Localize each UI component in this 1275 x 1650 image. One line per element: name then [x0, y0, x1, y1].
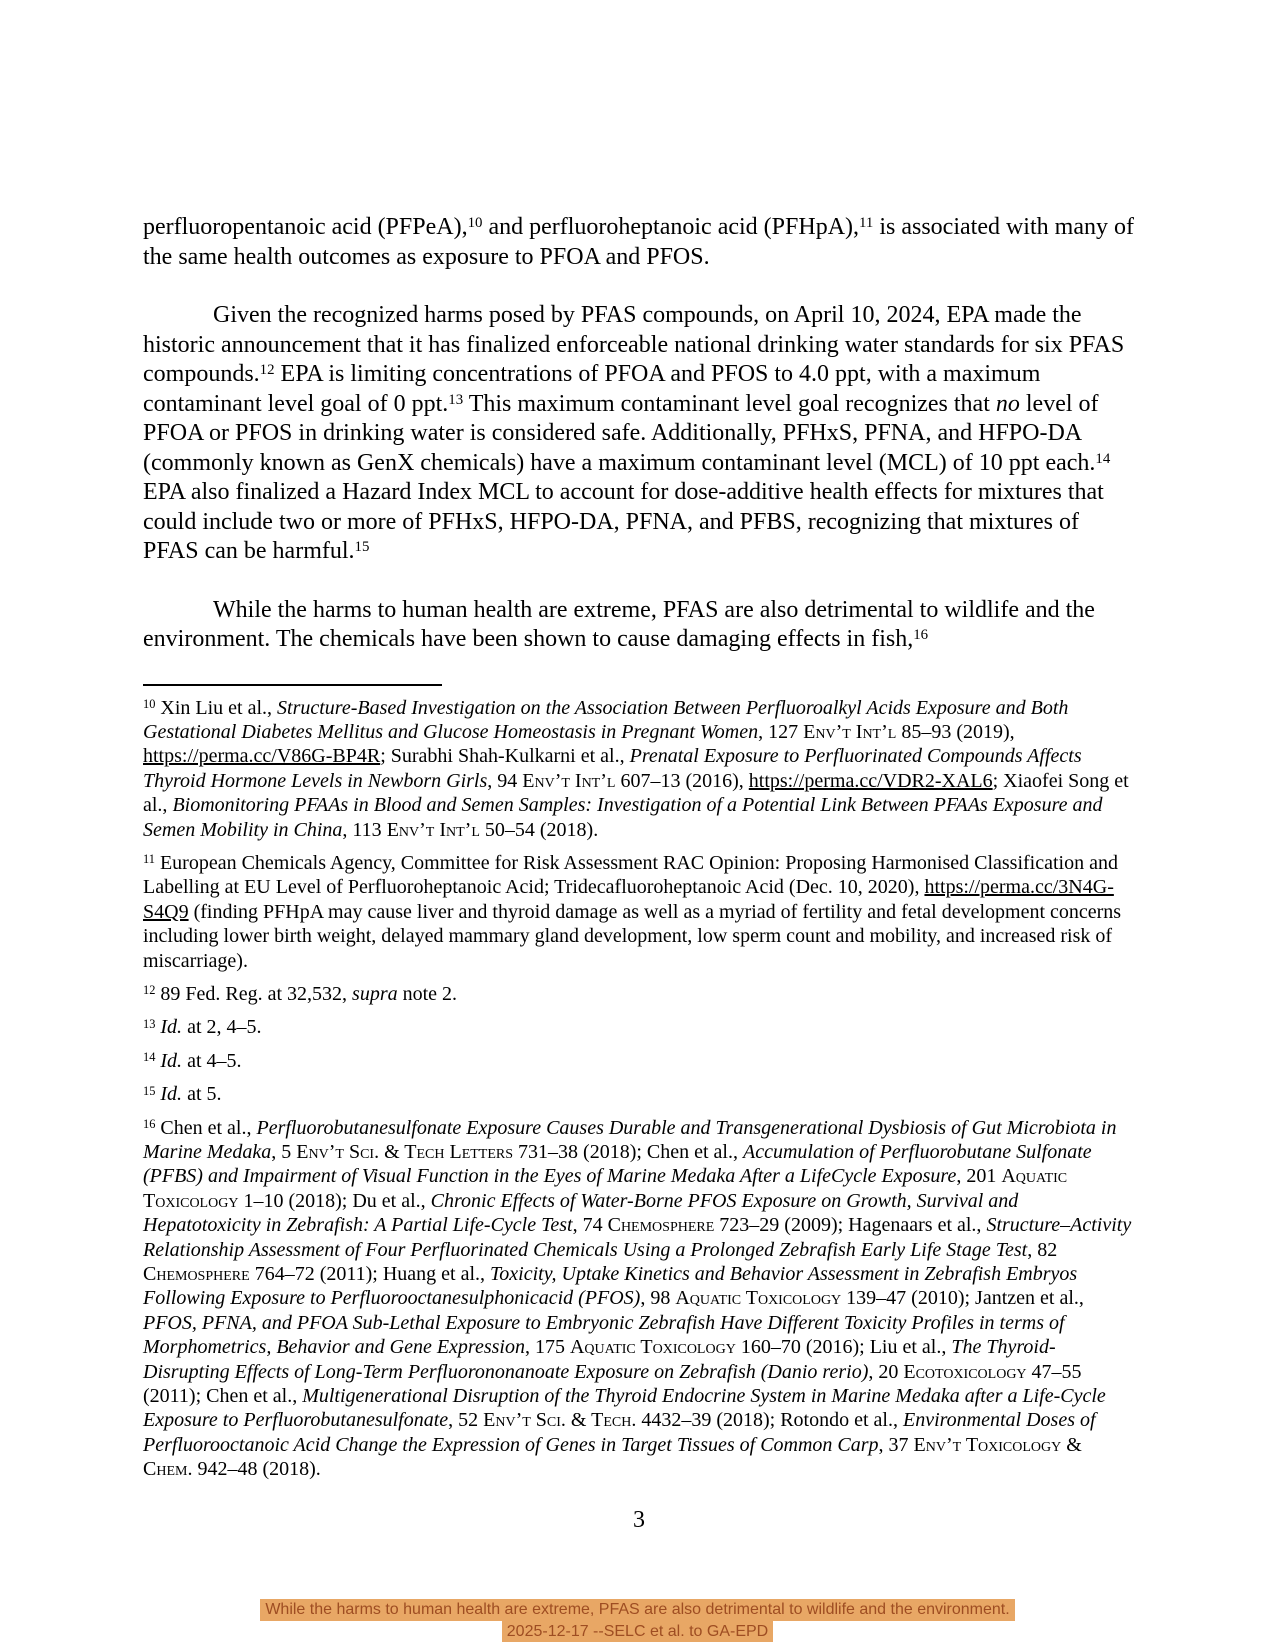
text-run: , 20: [868, 1360, 904, 1383]
text-run: 607–13 (2016),: [615, 769, 749, 792]
text-run: Aquatic Toxicology: [675, 1287, 842, 1310]
perma-link[interactable]: 11: [859, 215, 874, 232]
text-run: Env’t Toxicology & Chem.: [143, 1433, 1082, 1481]
text-run: Chronic Effects of Water-Borne PFOS Exposure on Growth, Survival and Hepatotoxicity in Zebrafish: A Partial Life-Cycle Test: [143, 1189, 1019, 1237]
text-run: ; Xiaofei Song et al.,: [143, 769, 1129, 817]
text-run: , 113: [342, 818, 387, 841]
text-run: Perfluorobutanesulfonate Exposure Causes Durable and Transgenerational Dysbiosis of Gut Microbiota in Marine Medaka: [143, 1116, 1117, 1163]
text-run: 85–93 (2019),: [896, 720, 1015, 743]
text-run: The Thyroid-Disrupting Effects of Long-Term Perfluorononanoate Exposure on Zebrafish (Danio rerio): [143, 1336, 1056, 1383]
text-run: Chen et al.,: [160, 1116, 257, 1139]
footnote-number: 15: [143, 1083, 156, 1098]
text-run: Structure-Based Investigation on the Association Between Perfluoroalkyl Acids Exposure and Both Gestational Diabetes Mellitus and Glucose Homeostasis in Pregnant Women: [143, 696, 1069, 743]
text-run: Env’t Int’l: [386, 818, 480, 841]
body-paragraph-1: [143, 213, 1135, 272]
footnote-number: 13: [143, 1016, 156, 1031]
text-run: and perfluoroheptanoic acid (PFHpA),: [482, 214, 860, 240]
annotation-overlay: [0, 1599, 1275, 1642]
text-run: level of PFOA or PFOS in drinking water is considered safe. Additionally, PFHxS, PFNA, and HFPO-DA (commonly known as GenX chemicals) have a maximum contaminant level (MCL) of 10 ppt each.: [143, 390, 1099, 476]
footnote-11: [143, 851, 1135, 973]
text-run: Chemosphere: [143, 1263, 250, 1286]
text-run: EPA is limiting concentrations of PFOA and PFOS to 4.0 ppt, with a maximum contaminant level goal of 0 ppt.: [143, 361, 1041, 417]
text-run: 47–55 (2011); Chen et al.,: [143, 1360, 1082, 1408]
text-run: , 82: [1027, 1238, 1058, 1261]
text-run: , 37: [878, 1433, 914, 1456]
footnote-10: [143, 696, 1135, 842]
text-run: 942–48 (2018).: [192, 1458, 321, 1481]
text-run: 89 Fed. Reg. at 32,532,: [160, 982, 353, 1005]
text-run: Xin Liu et al.,: [160, 696, 278, 719]
footnote-13: [143, 1015, 1135, 1039]
text-run: Id.: [160, 1016, 183, 1039]
footnote-12: [143, 982, 1135, 1006]
text-run: note 2.: [397, 982, 458, 1005]
footnote-number: 10: [143, 696, 156, 711]
perma-link[interactable]: https://perma.cc/3N4G-S4Q9: [143, 876, 1114, 923]
text-run: at 4–5.: [182, 1049, 242, 1072]
text-run: , 201: [956, 1165, 1002, 1188]
document-content: [143, 213, 1135, 1491]
text-run: Env’t Int’l: [522, 769, 616, 792]
footnote-separator: [143, 684, 442, 686]
footnote-15: [143, 1082, 1135, 1106]
text-run: Structure–Activity Relationship Assessment of Four Perfluorinated Chemicals Using a Prolonged Zebrafish Early Life Stage Test: [143, 1214, 1132, 1261]
text-run: Chemosphere: [607, 1214, 715, 1237]
text-run: at 5.: [182, 1083, 222, 1106]
text-run: PFOS, PFNA, and PFOA Sub-Lethal Exposure to Embryonic Zebrafish Have Different Toxicity Profiles in terms of Morphometrics, Behavior and Gene Expression: [143, 1311, 1065, 1359]
text-run: Env’t Int’l: [803, 720, 897, 743]
footnote-number: 11: [143, 852, 155, 867]
text-run: Id.: [160, 1049, 183, 1072]
body-paragraphs: [143, 213, 1135, 655]
text-run: Id.: [160, 1083, 183, 1106]
annotation-line-1: While the harms to human health are extreme, PFAS are also detrimental to wildlife and the environment.: [260, 1599, 1014, 1621]
text-run: perfluoropentanoic acid (PFPeA),: [143, 214, 468, 240]
perma-link[interactable]: 15: [354, 539, 370, 556]
perma-link[interactable]: https://perma.cc/V86G-BP4R: [143, 745, 381, 768]
text-run: 764–72 (2011); Huang et al.,: [249, 1263, 491, 1286]
text-run: is associated with many of the same health outcomes as exposure to PFOA and PFOS.: [143, 214, 1134, 270]
text-run: Multigenerational Disruption of the Thyroid Endocrine System in Marine Medaka after a Life-Cycle Exposure to Perfluorobutanesulfonate: [143, 1385, 1106, 1432]
perma-link[interactable]: 13: [448, 391, 464, 408]
text-run: Env’t Sci. & Tech Letters: [296, 1141, 514, 1163]
body-paragraph-2: [143, 301, 1135, 567]
text-run: Env’t Sci. & Tech.: [483, 1409, 637, 1432]
text-run: 160–70 (2016); Liu et al.,: [735, 1336, 952, 1359]
text-run: , 94: [487, 769, 523, 792]
text-run: Environmental Doses of Perfluorooctanoic Acid Change the Expression of Genes in Target Tissues of Common Carp: [143, 1409, 1096, 1456]
perma-link[interactable]: 16: [913, 627, 929, 644]
text-run: , 175: [524, 1336, 570, 1359]
text-run: Given the recognized harms posed by PFAS compounds, on April 10, 2024, EPA made the historic announcement that it has finalized enforceable national drinking water standards for six PFAS compounds.: [143, 302, 1125, 387]
footnote-number: 12: [143, 983, 156, 998]
text-run: , 52: [448, 1409, 484, 1432]
page-number: 3: [633, 1507, 645, 1533]
text-run: 723–29 (2009); Hagenaars et al.,: [714, 1214, 987, 1237]
text-run: at 2, 4–5.: [182, 1016, 262, 1039]
text-run: (finding PFHpA may cause liver and thyroid damage as well as a myriad of fertility and fetal development concerns including lower birth weight, delayed mammary gland development, low sperm count and mobility, and increased risk of miscarriage).: [143, 900, 1122, 972]
perma-link[interactable]: 10: [467, 215, 483, 232]
text-run: 1–10 (2018); Du et al.,: [238, 1189, 431, 1212]
text-run: This maximum contaminant level goal recognizes that: [463, 390, 996, 417]
body-paragraph-3: [143, 596, 1135, 655]
footnote-number: 14: [143, 1050, 156, 1065]
text-run: no: [995, 390, 1020, 417]
text-run: European Chemicals Agency, Committee for Risk Assessment RAC Opinion: Proposing Harmonised Classification and Labelling at EU Level of Perfluoroheptanoic Acid; Tridecafluoroheptanoic Acid (Dec. 10, 2020),: [143, 851, 1118, 899]
text-run: EPA also finalized a Hazard Index MCL to account for dose-additive health effects for mixtures that could include two or more of PFHxS, HFPO-DA, PFNA, and PFBS, recognizing that mixtures of PFAS can be harmful.: [143, 479, 1104, 564]
text-run: 139–47 (2010); Jantzen et al.,: [841, 1287, 1084, 1310]
text-run: , 74: [572, 1214, 608, 1237]
annotation-line-2: 2025-12-17 --SELC et al. to GA-EPD: [502, 1621, 773, 1643]
perma-link[interactable]: 12: [259, 362, 275, 379]
text-run: , 5: [271, 1141, 297, 1163]
text-run: , 98: [640, 1287, 676, 1310]
footnote-14: [143, 1049, 1135, 1073]
perma-link[interactable]: 14: [1095, 450, 1111, 467]
text-run: ; Surabhi Shah-Kulkarni et al.,: [380, 745, 630, 768]
text-run: Prenatal Exposure to Perfluorinated Compounds Affects Thyroid Hormone Levels in Newborn Girls: [143, 745, 1082, 792]
text-run: Accumulation of Perfluorobutane Sulfonate (PFBS) and Impairment of Visual Function in the Eyes of Marine Medaka After a LifeCycle Exposure: [143, 1141, 1092, 1188]
text-run: 731–38 (2018); Chen et al.,: [513, 1141, 743, 1163]
text-run: 50–54 (2018).: [479, 818, 599, 841]
text-run: While the harms to human health are extreme, PFAS are also detrimental to wildlife and the environment. The chemicals have been shown to cause damaging effects in fish,: [143, 596, 1095, 652]
text-run: Aquatic Toxicology: [569, 1336, 736, 1359]
text-run: 4432–39 (2018); Rotondo et al.,: [636, 1409, 903, 1432]
text-run: Ecotoxicology: [903, 1360, 1027, 1383]
footnotes-list: [143, 696, 1135, 1482]
perma-link[interactable]: https://perma.cc/VDR2-XAL6: [748, 769, 993, 792]
text-run: Biomonitoring PFAAs in Blood and Semen Samples: Investigation of a Potential Link Between PFAAs Exposure and Semen Mobility in China: [143, 794, 1103, 841]
text-run: Toxicity, Uptake Kinetics and Behavior Assessment in Zebrafish Embryos Following Exposure to Perfluorooctanesulphonicacid (PFOS): [143, 1263, 1078, 1310]
footnote-number: 16: [143, 1117, 156, 1132]
text-run: , 127: [758, 720, 804, 743]
text-run: Aquatic Toxicology: [143, 1165, 1068, 1212]
footnote-16: [143, 1116, 1135, 1482]
text-run: supra: [352, 982, 398, 1005]
